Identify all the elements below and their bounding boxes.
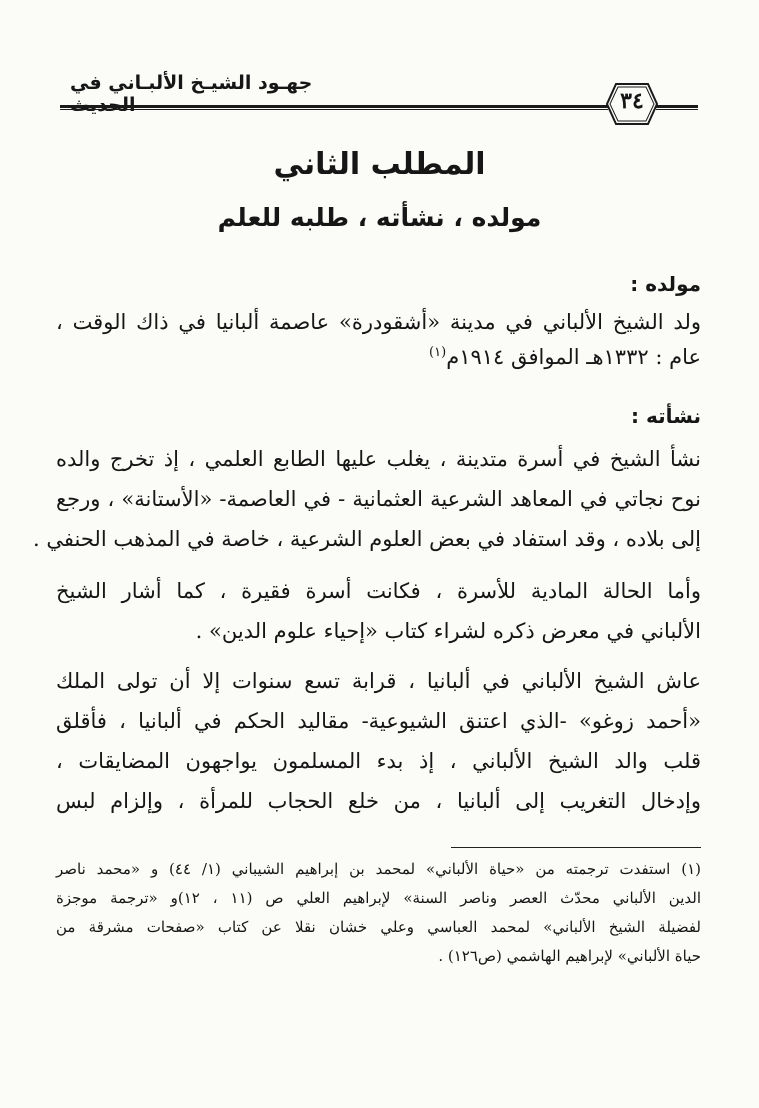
footnote-line-4: حياة الألباني» لإبراهيم الهاشمي (ص١٢٦) .: [438, 947, 701, 965]
p3-line-4: وإدخال التغريب إلى ألبانيا ، من خلع الحجاب للمرأة ، وإلزام لبس: [56, 789, 701, 813]
section-subtitle: مولده ، نشأته ، طلبه للعلم: [217, 203, 542, 232]
p1-line-1: نشأ الشيخ في أسرة متدينة ، يغلب عليها الطابع العلمي ، إذ تخرج والده: [56, 447, 701, 471]
p1-line-2: نوح نجاتي في المعاهد الشرعية العثمانية - في العاصمة- «الأستانة» ، ورجع: [56, 487, 701, 511]
birth-line-1: ولد الشيخ الألباني في مدينة «أشقودرة» عاصمة ألبانيا في ذاك الوقت ،: [56, 310, 701, 334]
birth-line-2: [56, 346, 701, 368]
p3-line-1: عاش الشيخ الألباني في ألبانيا ، قرابة تسع سنوات إلا أن تولى الملك: [56, 669, 701, 693]
header-rule-right-thin: [656, 109, 698, 110]
footnote-line-1: (١) استفدت ترجمته من «حياة الألباني» لمحمد بن إبراهيم الشيباني (١/ ٤٤) و «محمد ناصر: [56, 860, 702, 878]
p3-line-2: «أحمد زوغو» -الذي اعتنق الشيوعية- مقاليد الحكم في ألبانيا ، فأقلق: [56, 709, 701, 733]
p2-line-2: الألباني في معرض ذكره لشراء كتاب «إحياء علوم الدين» .: [195, 619, 701, 643]
footnote-line-2: الدين الألباني محدّث العصر وناصر السنة» لإبراهيم العلي ص (١١ ، ١٢)و «ترجمة موجزة: [56, 889, 701, 907]
p3-line-3: قلب والد الشيخ الألباني ، إذ بدء المسلمون يواجهون المضايقات ،: [56, 749, 701, 773]
footnote-line-3: لفضيلة الشيخ الألباني» لمحمد العباسي وعلي خشان نقلا عن كتاب «صفحات مشرقة من: [56, 918, 701, 936]
p1-line-3: إلى بلاده ، وقد استفاد في بعض العلوم الشرعية ، خاصة في المذهب الحنفي .: [33, 527, 701, 551]
header-rule: [60, 105, 608, 108]
p2-line-1: وأما الحالة المادية للأسرة ، فكانت أسرة فقيرة ، كما أشار الشيخ: [56, 579, 701, 603]
section-title: المطلب الثاني: [273, 147, 486, 182]
header-rule-thin: [60, 109, 608, 110]
birth-heading: مولده :: [630, 272, 701, 296]
page-number: ٣٤: [620, 88, 644, 114]
footnote-separator: [451, 847, 701, 848]
header-rule-right: [656, 105, 698, 108]
upbringing-heading: نشأته :: [631, 404, 701, 428]
footnote-mark: (١): [429, 345, 447, 360]
running-header-title: جهـود الشيـخ الألبـاني في: [70, 72, 313, 94]
birth-date-text: عام : ١٣٣٢هـ الموافق ١٩١٤م: [446, 345, 701, 369]
